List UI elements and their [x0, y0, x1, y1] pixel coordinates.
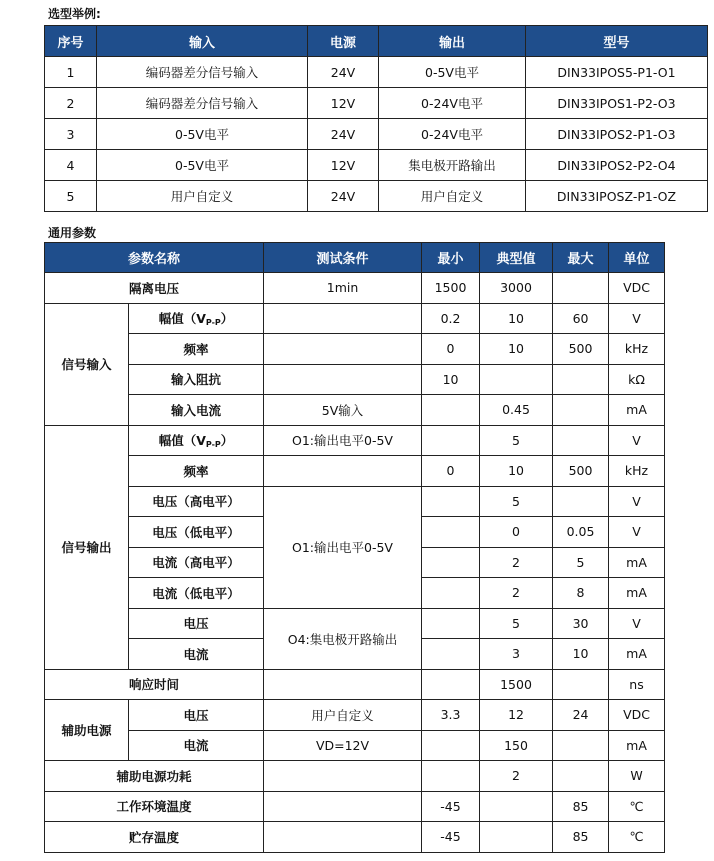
param-min: -45 [422, 791, 480, 822]
param-name: 输入电流 [129, 395, 264, 426]
cell-power: 12V [308, 150, 379, 181]
table-row [45, 730, 665, 761]
cell-output: 集电极开路输出 [379, 150, 526, 181]
selection-title: 选型举例: [48, 7, 101, 21]
table-row [45, 456, 665, 487]
table-row [45, 303, 665, 334]
param-condition: 5V输入 [264, 395, 422, 426]
param-unit: kHz [609, 334, 665, 365]
group-aux-power: 辅助电源 [45, 700, 129, 761]
param-unit: mA [609, 547, 665, 578]
param-name: 电压（低电平） [129, 517, 264, 548]
param-typical: 2 [480, 578, 553, 609]
param-condition: O1:输出电平0-5V [264, 425, 422, 456]
param-condition: VD=12V [264, 730, 422, 761]
selection-table [44, 25, 708, 212]
param-min [422, 547, 480, 578]
param-min [422, 730, 480, 761]
table-row [45, 700, 665, 731]
cell-output: 0-24V电平 [379, 88, 526, 119]
param-typical: 5 [480, 608, 553, 639]
group-signal-output: 信号输出 [45, 425, 129, 669]
param-typical: 3000 [480, 273, 553, 304]
cell-power: 24V [308, 181, 379, 212]
param-min: 0 [422, 334, 480, 365]
cell-input: 0-5V电平 [97, 119, 308, 150]
param-unit: VDC [609, 273, 665, 304]
param-min: 10 [422, 364, 480, 395]
param-condition: O1:输出电平0-5V [264, 486, 422, 608]
header-unit: 单位 [609, 243, 665, 273]
param-typical: 2 [480, 547, 553, 578]
param-max [553, 425, 609, 456]
param-max: 500 [553, 456, 609, 487]
table-row [45, 364, 665, 395]
param-name: 输入阻抗 [129, 364, 264, 395]
param-typical: 0.45 [480, 395, 553, 426]
table-row [45, 761, 665, 792]
param-name: 辅助电源功耗 [45, 761, 264, 792]
param-condition [264, 364, 422, 395]
param-min [422, 425, 480, 456]
param-typical: 12 [480, 700, 553, 731]
param-min [422, 639, 480, 670]
param-name: 电流 [129, 639, 264, 670]
param-name: 工作环境温度 [45, 791, 264, 822]
param-min [422, 395, 480, 426]
param-unit: ns [609, 669, 665, 700]
param-name: 频率 [129, 334, 264, 365]
cell-power: 24V [308, 57, 379, 88]
table-row [45, 150, 708, 181]
cell-index: 4 [45, 150, 97, 181]
cell-model: DIN33IPOSZ-P1-OZ [526, 181, 708, 212]
param-typical: 10 [480, 456, 553, 487]
param-max [553, 486, 609, 517]
param-max: 30 [553, 608, 609, 639]
header-index: 序号 [45, 26, 97, 57]
param-min: 0 [422, 456, 480, 487]
param-typical: 10 [480, 334, 553, 365]
cell-output: 用户自定义 [379, 181, 526, 212]
param-condition: O4:集电极开路输出 [264, 608, 422, 669]
param-max: 85 [553, 822, 609, 853]
cell-output: 0-5V电平 [379, 57, 526, 88]
cell-power: 12V [308, 88, 379, 119]
param-name: 电压 [129, 700, 264, 731]
param-name: 电压 [129, 608, 264, 639]
table-row [45, 608, 665, 639]
param-condition [264, 791, 422, 822]
table-row [45, 791, 665, 822]
param-condition [264, 456, 422, 487]
param-min [422, 761, 480, 792]
header-model: 型号 [526, 26, 708, 57]
param-max [553, 273, 609, 304]
param-condition [264, 669, 422, 700]
table-row [45, 181, 708, 212]
param-condition [264, 303, 422, 334]
param-max: 0.05 [553, 517, 609, 548]
cell-output: 0-24V电平 [379, 119, 526, 150]
params-title: 通用参数 [48, 226, 97, 240]
param-max: 85 [553, 791, 609, 822]
table-row [45, 57, 708, 88]
param-typical: 3 [480, 639, 553, 670]
param-unit: W [609, 761, 665, 792]
param-max: 8 [553, 578, 609, 609]
param-condition [264, 761, 422, 792]
param-condition [264, 334, 422, 365]
param-name: 电流 [129, 730, 264, 761]
param-min [422, 608, 480, 639]
cell-input: 编码器差分信号输入 [97, 57, 308, 88]
cell-input: 编码器差分信号输入 [97, 88, 308, 119]
cell-index: 5 [45, 181, 97, 212]
selection-header-row [45, 26, 708, 57]
param-max [553, 761, 609, 792]
param-typical: 5 [480, 486, 553, 517]
param-name: 幅值$(V_{P-P})$ [129, 303, 264, 334]
param-min: 3.3 [422, 700, 480, 731]
param-name: 幅值$(V_{P-P})$ [129, 425, 264, 456]
param-typical: 10 [480, 303, 553, 334]
table-row [45, 88, 708, 119]
param-typical: 5 [480, 425, 553, 456]
header-output: 输出 [379, 26, 526, 57]
param-name: 响应时间 [45, 669, 264, 700]
header-min: 最小 [422, 243, 480, 273]
param-min [422, 517, 480, 548]
param-max: 5 [553, 547, 609, 578]
param-max: 10 [553, 639, 609, 670]
param-unit: V [609, 425, 665, 456]
cell-index: 2 [45, 88, 97, 119]
param-min: 1500 [422, 273, 480, 304]
param-typical: 150 [480, 730, 553, 761]
param-max: 24 [553, 700, 609, 731]
header-test-condition: 测试条件 [264, 243, 422, 273]
cell-model: DIN33IPOS2-P1-O3 [526, 119, 708, 150]
table-row [45, 669, 665, 700]
params-table [44, 242, 665, 853]
header-input: 输入 [97, 26, 308, 57]
param-condition: 1min [264, 273, 422, 304]
param-typical [480, 791, 553, 822]
param-typical [480, 364, 553, 395]
param-max: 500 [553, 334, 609, 365]
param-unit: mA [609, 578, 665, 609]
cell-model: DIN33IPOS5-P1-O1 [526, 57, 708, 88]
param-unit: ℃ [609, 791, 665, 822]
param-typical: 1500 [480, 669, 553, 700]
param-typical [480, 822, 553, 853]
param-max [553, 364, 609, 395]
group-signal-input: 信号输入 [45, 303, 129, 425]
param-max [553, 730, 609, 761]
param-unit: ℃ [609, 822, 665, 853]
param-name: 电流（低电平） [129, 578, 264, 609]
param-max [553, 395, 609, 426]
param-unit: kΩ [609, 364, 665, 395]
param-min: -45 [422, 822, 480, 853]
header-power: 电源 [308, 26, 379, 57]
table-row [45, 273, 665, 304]
header-param-name: 参数名称 [45, 243, 264, 273]
param-typical: 2 [480, 761, 553, 792]
param-unit: mA [609, 730, 665, 761]
param-max [553, 669, 609, 700]
param-name: 隔离电压 [45, 273, 264, 304]
table-row [45, 486, 665, 517]
cell-model: DIN33IPOS2-P2-O4 [526, 150, 708, 181]
params-header-row [45, 243, 665, 273]
table-row [45, 822, 665, 853]
cell-power: 24V [308, 119, 379, 150]
param-min [422, 486, 480, 517]
cell-index: 3 [45, 119, 97, 150]
param-unit: V [609, 303, 665, 334]
param-typical: 0 [480, 517, 553, 548]
param-min [422, 578, 480, 609]
table-row [45, 119, 708, 150]
table-row [45, 334, 665, 365]
param-name: 频率 [129, 456, 264, 487]
param-min: 0.2 [422, 303, 480, 334]
param-unit: kHz [609, 456, 665, 487]
param-unit: V [609, 517, 665, 548]
header-max: 最大 [553, 243, 609, 273]
param-condition [264, 822, 422, 853]
param-max: 60 [553, 303, 609, 334]
param-min [422, 669, 480, 700]
param-unit: V [609, 486, 665, 517]
param-unit: V [609, 608, 665, 639]
cell-model: DIN33IPOS1-P2-O3 [526, 88, 708, 119]
param-name: 贮存温度 [45, 822, 264, 853]
param-name: 电压（高电平） [129, 486, 264, 517]
table-row [45, 425, 665, 456]
param-name: 电流（高电平） [129, 547, 264, 578]
param-unit: mA [609, 639, 665, 670]
cell-input: 用户自定义 [97, 181, 308, 212]
param-unit: mA [609, 395, 665, 426]
table-row [45, 395, 665, 426]
cell-input: 0-5V电平 [97, 150, 308, 181]
cell-index: 1 [45, 57, 97, 88]
param-condition: 用户自定义 [264, 700, 422, 731]
header-typical: 典型值 [480, 243, 553, 273]
param-unit: VDC [609, 700, 665, 731]
